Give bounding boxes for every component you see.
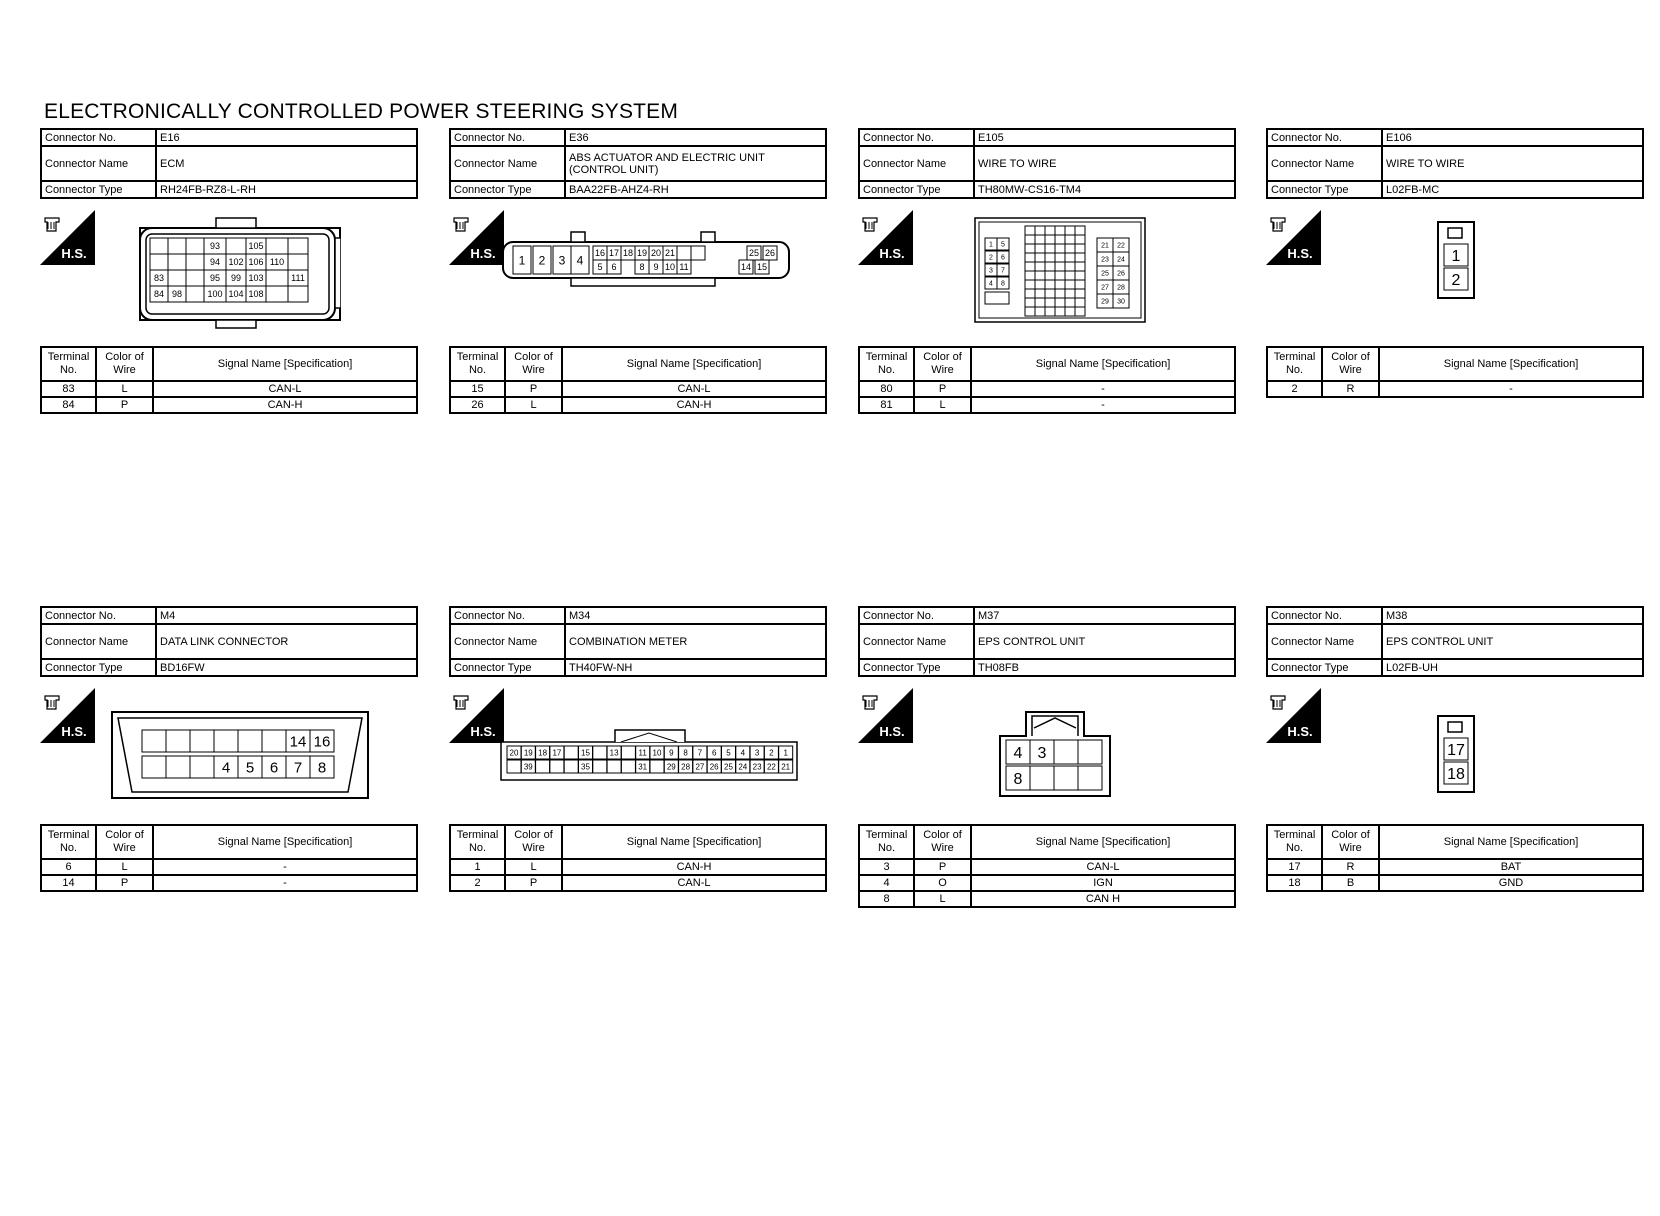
connector-name-label: Connector Name [859,146,974,181]
pin-label: 111 [291,273,305,284]
pin-label: 25 [724,762,733,772]
pin-label: 27 [1101,284,1109,292]
connector-block-e106 [1266,128,1644,428]
pin-label: 8 [1013,770,1023,788]
signal-name-header: Signal Name [Specification] [971,347,1235,381]
pin-label: 19 [523,748,533,758]
pin-label: 14 [289,733,307,751]
wire-color-cell: O [914,875,971,891]
pin-label: 98 [171,289,183,300]
pin-label: 5 [245,759,255,777]
signal-name-cell: CAN H [971,891,1235,907]
connector-no-label: Connector No. [450,129,565,146]
connector-face-diagram [501,230,791,290]
signal-name-header: Signal Name [Specification] [153,825,417,859]
hs-harness-side-icon [40,688,95,743]
pin-label: 17 [552,748,562,758]
pin-label: 9 [669,748,674,758]
pin-label: 29 [1101,298,1109,306]
pin-label: 99 [230,273,242,284]
hs-label: H.S. [879,724,905,739]
connector-type-value: L02FB-MC [1382,181,1643,198]
wire-color-cell: R [1322,859,1379,875]
pin-label: 1 [989,241,993,249]
pin-label: 4 [221,759,231,777]
pin-label: 14 [740,262,752,273]
connector-info-table [1266,128,1644,199]
signal-name-cell: BAT [1379,859,1643,875]
pin-label: 10 [652,748,662,758]
connector-no-value: E106 [1382,129,1643,146]
pin-label: 2 [1451,271,1461,289]
connector-block-m4 [40,606,418,906]
terminal-no-cell: 2 [450,875,505,891]
terminal-no-cell: 83 [41,381,96,397]
pin-label: 6 [711,748,717,758]
terminal-no-cell: 80 [859,381,914,397]
wire-color-cell: L [505,859,562,875]
pin-label: 108 [248,289,264,300]
terminal-no-header: Terminal No. [1267,347,1322,381]
table-row [859,875,1235,891]
pin-label: 104 [228,289,244,300]
color-of-wire-header: Color of Wire [914,825,971,859]
pin-label: 95 [209,273,221,284]
terminal-table [40,346,418,414]
hand-icon [1271,696,1285,709]
table-row [1267,875,1643,891]
pin-label: 11 [638,748,647,758]
connector-type-value: RH24FB-RZ8-L-RH [156,181,417,198]
signal-name-header: Signal Name [Specification] [1379,347,1643,381]
connector-name-label: Connector Name [1267,146,1382,181]
connector-type-label: Connector Type [41,181,156,198]
pin-label: 100 [207,289,223,300]
connector-block-m38 [1266,606,1644,906]
hs-label: H.S. [1287,246,1313,261]
terminal-no-cell: 84 [41,397,96,413]
wire-color-cell: P [505,381,562,397]
wire-color-cell: L [914,891,971,907]
pin-label: 7 [1001,267,1005,275]
pin-label: 24 [738,762,748,772]
signal-name-cell: GND [1379,875,1643,891]
signal-name-cell: - [153,875,417,891]
pin-label: 29 [666,762,676,772]
connector-no-label: Connector No. [1267,129,1382,146]
connector-info-table [40,606,418,677]
hand-icon [863,218,877,231]
connector-no-label: Connector No. [859,607,974,624]
pin-label: 26 [1117,270,1125,278]
pin-label: 8 [683,748,688,758]
signal-name-header: Signal Name [Specification] [153,347,417,381]
pin-label: 20 [509,748,519,758]
color-of-wire-header: Color of Wire [96,347,153,381]
connector-type-label: Connector Type [41,659,156,676]
connector-no-label: Connector No. [1267,607,1382,624]
pin-label: 1 [518,253,526,268]
terminal-no-cell: 81 [859,397,914,413]
pin-label: 25 [748,248,760,259]
signal-name-cell: CAN-H [562,397,826,413]
pin-label: 1 [1451,247,1461,265]
pin-label: 7 [293,759,303,777]
hs-label: H.S. [470,246,496,261]
pin-label: 105 [248,241,264,252]
connector-no-value: M38 [1382,607,1643,624]
pin-label: 16 [313,733,331,751]
pin-label: 15 [581,748,590,758]
signal-name-cell: - [1379,381,1643,397]
pin-label: 26 [709,762,719,772]
hs-label: H.S. [470,724,496,739]
hs-harness-side-icon [858,210,913,265]
pin-label: 2 [538,253,546,268]
hs-harness-side-icon [1266,688,1321,743]
pin-label: 23 [752,762,762,772]
connector-type-value: BAA22FB-AHZ4-RH [565,181,826,198]
terminal-no-cell: 26 [450,397,505,413]
pin-label: 23 [1101,256,1109,264]
pin-label: 7 [697,748,703,758]
connector-face-diagram [1436,220,1476,300]
connector-block-m37 [858,606,1236,906]
connector-type-value: BD16FW [156,659,417,676]
hs-harness-side-icon [858,688,913,743]
terminal-no-header: Terminal No. [41,347,96,381]
pin-label: 1 [783,748,788,758]
terminal-no-cell: 3 [859,859,914,875]
connector-name-value: EPS CONTROL UNIT [1382,624,1643,659]
connector-name-label: Connector Name [450,624,565,659]
hand-icon [45,696,59,709]
pin-label: 5 [1001,241,1005,249]
connector-no-value: M4 [156,607,417,624]
pin-label: 19 [636,248,648,259]
hs-label: H.S. [879,246,905,261]
table-row [1267,859,1643,875]
pin-label: 110 [269,257,285,268]
connector-name-value: COMBINATION METER [565,624,826,659]
signal-name-header: Signal Name [Specification] [1379,825,1643,859]
connector-face-diagram [1436,714,1476,794]
table-row [859,397,1235,413]
table-row [859,381,1235,397]
connector-no-value: M37 [974,607,1235,624]
connector-no-value: M34 [565,607,826,624]
signal-name-header: Signal Name [Specification] [562,347,826,381]
hs-harness-side-icon [40,210,95,265]
connector-info-table [449,128,827,199]
pin-label: 4 [740,748,746,758]
pin-label: 3 [1037,744,1047,762]
wire-color-cell: L [505,397,562,413]
connector-type-label: Connector Type [859,181,974,198]
pin-label: 2 [989,254,993,262]
table-row [1267,381,1643,397]
pin-label: 21 [664,248,676,259]
terminal-no-header: Terminal No. [1267,825,1322,859]
signal-name-header: Signal Name [Specification] [562,825,826,859]
terminal-no-cell: 15 [450,381,505,397]
wire-color-cell: P [505,875,562,891]
pin-label: 6 [269,759,279,777]
wire-color-cell: P [914,381,971,397]
connector-block-e105 [858,128,1236,428]
pin-label: 31 [638,762,648,772]
hs-harness-side-icon [449,210,504,265]
pin-label: 13 [609,748,619,758]
connector-name-value: ECM [156,146,417,181]
pin-label: 35 [581,762,590,772]
pin-label: 24 [1117,256,1125,264]
terminal-no-header: Terminal No. [859,347,914,381]
terminal-table [40,824,418,892]
connector-block-e16 [40,128,418,428]
pin-label: 21 [781,762,791,772]
pin-label: 11 [679,262,689,273]
pin-label: 4 [989,280,993,288]
connector-no-value: E36 [565,129,826,146]
color-of-wire-header: Color of Wire [914,347,971,381]
pin-label: 4 [576,253,584,268]
hand-icon [863,696,877,709]
hs-harness-side-icon [449,688,504,743]
pin-label: 93 [209,241,221,252]
hand-icon [454,696,468,709]
wire-color-cell: P [96,397,153,413]
table-row [859,859,1235,875]
signal-name-cell: CAN-L [153,381,417,397]
terminal-table [858,346,1236,414]
pin-label: 17 [608,248,620,259]
connector-type-value: TH08FB [974,659,1235,676]
page-title: ELECTRONICALLY CONTROLLED POWER STEERING SYSTEM [44,100,679,123]
wire-color-cell: L [96,859,153,875]
color-of-wire-header: Color of Wire [96,825,153,859]
pin-label: 3 [989,267,993,275]
connector-type-label: Connector Type [859,659,974,676]
pin-label: 10 [664,262,676,273]
pin-label: 106 [248,257,264,268]
connector-info-table [1266,606,1644,677]
connector-name-label: Connector Name [41,146,156,181]
pin-label: 8 [317,759,327,777]
signal-name-cell: CAN-L [971,859,1235,875]
signal-name-header: Signal Name [Specification] [971,825,1235,859]
connector-name-label: Connector Name [450,146,565,181]
pin-label: 15 [756,262,768,273]
table-row [41,859,417,875]
signal-name-cell: - [971,397,1235,413]
terminal-no-header: Terminal No. [859,825,914,859]
pin-label: 94 [209,257,221,268]
pin-label: 21 [1101,242,1109,250]
pin-label: 18 [1447,765,1465,783]
connector-no-value: E105 [974,129,1235,146]
table-row [450,859,826,875]
signal-name-cell: CAN-H [562,859,826,875]
color-of-wire-header: Color of Wire [505,347,562,381]
connector-info-table [40,128,418,199]
connector-name-value: EPS CONTROL UNIT [974,624,1235,659]
signal-name-cell: CAN-H [153,397,417,413]
pin-label: 83 [153,273,165,284]
connector-face-diagram [110,710,370,800]
terminal-no-cell: 6 [41,859,96,875]
connector-type-label: Connector Type [450,181,565,198]
table-row [450,381,826,397]
hs-harness-side-icon [1266,210,1321,265]
terminal-table [1266,824,1644,892]
pin-label: 8 [639,262,645,273]
pin-label: 103 [248,273,264,284]
pin-label: 20 [650,248,662,259]
table-row [450,397,826,413]
pin-label: 25 [1101,270,1109,278]
connector-no-label: Connector No. [859,129,974,146]
wire-color-cell: P [914,859,971,875]
connector-type-label: Connector Type [1267,181,1382,198]
pin-label: 18 [622,248,634,259]
connector-no-label: Connector No. [41,129,156,146]
connector-name-label: Connector Name [859,624,974,659]
connector-name-value: ABS ACTUATOR AND ELECTRIC UNIT (CONTROL UNIT) [565,146,826,181]
terminal-no-cell: 18 [1267,875,1322,891]
wire-color-cell: R [1322,381,1379,397]
terminal-table [449,346,827,414]
connector-name-value: WIRE TO WIRE [1382,146,1643,181]
connector-info-table [858,606,1236,677]
pin-label: 22 [766,762,776,772]
connector-block-m34 [449,606,827,906]
table-row [41,397,417,413]
signal-name-cell: - [153,859,417,875]
connector-type-value: L02FB-UH [1382,659,1643,676]
connector-info-table [858,128,1236,199]
signal-name-cell: IGN [971,875,1235,891]
pin-label: 2 [769,748,774,758]
signal-name-cell: CAN-L [562,381,826,397]
connector-face-diagram [973,216,1148,326]
connector-name-label: Connector Name [1267,624,1382,659]
hs-label: H.S. [1287,724,1313,739]
connector-name-label: Connector Name [41,624,156,659]
pin-label: 6 [1001,254,1005,262]
pin-label: 39 [523,762,533,772]
pin-label: 28 [1117,284,1125,292]
pin-label: 84 [153,289,165,300]
hs-label: H.S. [61,246,87,261]
connector-block-e36 [449,128,827,428]
connector-no-label: Connector No. [450,607,565,624]
pin-label: 5 [726,748,731,758]
terminal-no-cell: 2 [1267,381,1322,397]
connector-name-value: DATA LINK CONNECTOR [156,624,417,659]
color-of-wire-header: Color of Wire [1322,825,1379,859]
pin-label: 30 [1117,298,1125,306]
connector-type-label: Connector Type [1267,659,1382,676]
wire-color-cell: L [914,397,971,413]
terminal-table [449,824,827,892]
table-row [41,381,417,397]
pin-label: 5 [597,262,603,273]
color-of-wire-header: Color of Wire [1322,347,1379,381]
signal-name-cell: CAN-L [562,875,826,891]
connector-type-value: TH80MW-CS16-TM4 [974,181,1235,198]
wire-color-cell: P [96,875,153,891]
pin-label: 3 [754,748,760,758]
color-of-wire-header: Color of Wire [505,825,562,859]
terminal-no-cell: 14 [41,875,96,891]
pin-label: 18 [538,748,548,758]
terminal-no-header: Terminal No. [450,347,505,381]
pin-label: 16 [594,248,606,259]
pin-label: 6 [611,262,617,273]
signal-name-cell: - [971,381,1235,397]
pin-label: 26 [764,248,776,259]
table-row [859,891,1235,907]
connector-no-label: Connector No. [41,607,156,624]
terminal-no-cell: 17 [1267,859,1322,875]
connector-type-label: Connector Type [450,659,565,676]
connector-info-table [449,606,827,677]
pin-label: 102 [228,257,244,268]
pin-label: 28 [681,762,691,772]
wire-color-cell: B [1322,875,1379,891]
terminal-no-header: Terminal No. [450,825,505,859]
pin-label: 9 [653,262,659,273]
connector-name-value: WIRE TO WIRE [974,146,1235,181]
pin-label: 4 [1013,744,1023,762]
connector-face-diagram [998,710,1113,800]
connector-face-diagram [136,216,341,331]
connector-face-diagram [499,728,799,783]
table-row [450,875,826,891]
pin-label: 8 [1001,280,1005,288]
hand-icon [45,218,59,231]
connector-type-value: TH40FW-NH [565,659,826,676]
wire-color-cell: L [96,381,153,397]
hand-icon [454,218,468,231]
hs-label: H.S. [61,724,87,739]
pin-label: 27 [695,762,705,772]
terminal-table [1266,346,1644,398]
terminal-no-cell: 1 [450,859,505,875]
pin-label: 3 [558,253,566,268]
terminal-no-header: Terminal No. [41,825,96,859]
connector-no-value: E16 [156,129,417,146]
hand-icon [1271,218,1285,231]
pin-label: 22 [1117,242,1125,250]
table-row [41,875,417,891]
terminal-no-cell: 4 [859,875,914,891]
pin-label: 17 [1447,741,1465,759]
terminal-no-cell: 8 [859,891,914,907]
terminal-table [858,824,1236,908]
